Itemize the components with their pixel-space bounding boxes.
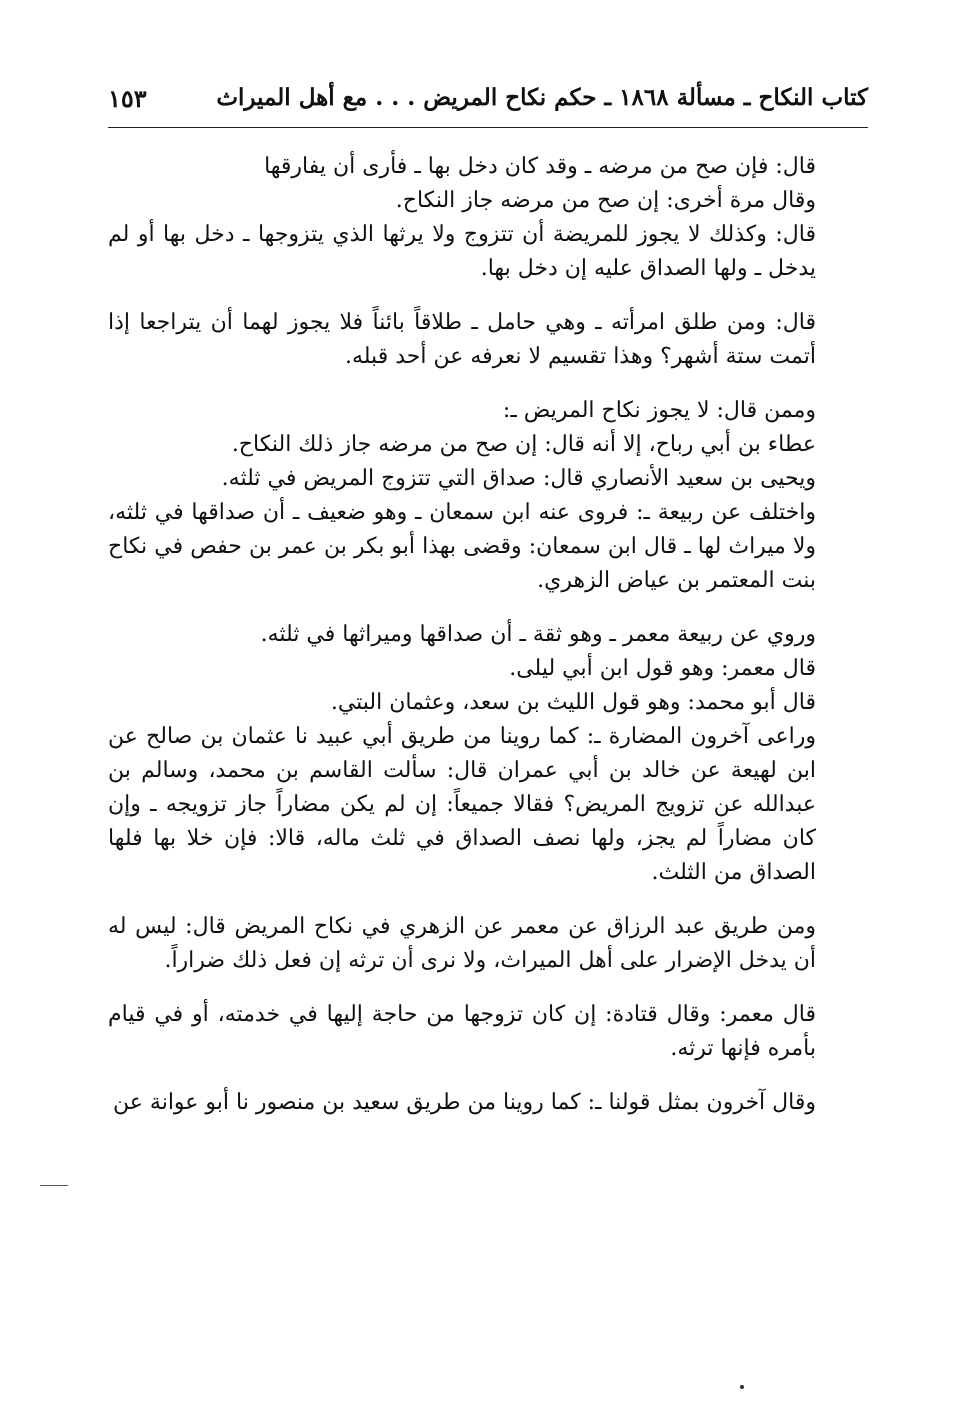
paragraph-gap	[108, 1066, 860, 1086]
paragraph-3: قال: وكذلك لا يجوز للمريضة أن تتزوج ولا يرثها الذي يتزوجها ـ دخل بها أو لم يدخل ـ ولها الصداق عليه إن دخل بها.	[108, 222, 816, 281]
paragraph-1: قال: فإن صح من مرضه ـ وقد كان دخل بها ـ فأرى أن يفارقها	[264, 154, 816, 179]
paragraph-6: عطاء بن أبي رباح، إلا أنه قال: إن صح من مرضه جاز ذلك النكاح.	[231, 432, 816, 457]
paragraph-8: واختلف عن ربيعة ـ: فروى عنه ابن سمعان ـ وهو ضعيف ـ أن صداقها في ثلثه، ولا ميراث لها ـ قال ابن سمعان: وقضى بهذا أبو بكر بن عمر بن حفص في نكاح بنت المعتمر بن عياض الزهري.	[108, 500, 816, 593]
page-number: ١٥٣	[108, 84, 147, 113]
paragraph-12: وراعى آخرون المضارة ـ: كما روينا من طريق أبي عبيد نا عثمان بن صالح عن ابن لهيعة عن خالد بن أبي عمران قال: سألت القاسم بن محمد، وسالم بن عبدالله عن تزويج المريض؟ فقالا جميعاً: إن لم يكن مضاراً جاز تزويجه ـ وإن كان مضاراً لم يجز، ولها نصف الصداق في ثلث ماله، قالا: فإن خلا بها فلها الصداق من الثلث.	[108, 724, 816, 885]
paragraph-2: وقال مرة أخرى: إن صح من مرضه جاز النكاح.	[395, 188, 816, 213]
paragraph-9: وروي عن ربيعة معمر ـ وهو ثقة ـ أن صداقها وميراثها في ثلثه.	[260, 622, 816, 647]
page-body	[108, 150, 860, 1120]
margin-mark	[40, 1185, 68, 1186]
paragraph-10: قال معمر: وهو قول ابن أبي ليلى.	[509, 656, 816, 681]
paragraph-13: ومن طريق عبد الرزاق عن معمر عن الزهري في نكاح المريض قال: ليس له أن يدخل الإضرار على أهل الميراث، ولا نرى أن ترثه إن فعل ذلك ضراراً.	[108, 914, 816, 973]
paragraph-gap	[108, 890, 860, 910]
paragraph-7: ويحيى بن سعيد الأنصاري قال: صداق التي تتزوج المريض في ثلثه.	[221, 466, 816, 491]
paragraph-gap	[108, 374, 860, 394]
paragraph-11: قال أبو محمد: وهو قول الليث بن سعد، وعثمان البتي.	[330, 690, 816, 715]
page-dot	[740, 1385, 744, 1389]
paragraph-14: قال معمر: وقال قتادة: إن كان تزوجها من حاجة إليها في خدمته، أو في قيام بأمره فإنها ترثه.	[108, 1002, 816, 1061]
paragraph-15: وقال آخرون بمثل قولنا ـ: كما روينا من طريق سعيد بن منصور نا أبو عوانة عن	[113, 1090, 816, 1115]
running-head-title: كتاب النكاح ـ مسألة ١٨٦٨ ـ حكم نكاح المريض . . . مع أهل الميراث	[216, 84, 868, 111]
header-rule	[108, 127, 868, 128]
paragraph-gap	[108, 978, 860, 998]
paragraph-gap	[108, 598, 860, 618]
paragraph-5: وممن قال: لا يجوز نكاح المريض ـ:	[502, 398, 816, 423]
running-header	[108, 78, 868, 122]
paragraph-4: قال: ومن طلق امرأته ـ وهي حامل ـ طلاقاً بائناً فلا يجوز لهما أن يتراجعا إذا أتمت ستة أشهر؟ وهذا تقسيم لا نعرفه عن أحد قبله.	[108, 310, 816, 369]
paragraph-gap	[108, 286, 860, 306]
